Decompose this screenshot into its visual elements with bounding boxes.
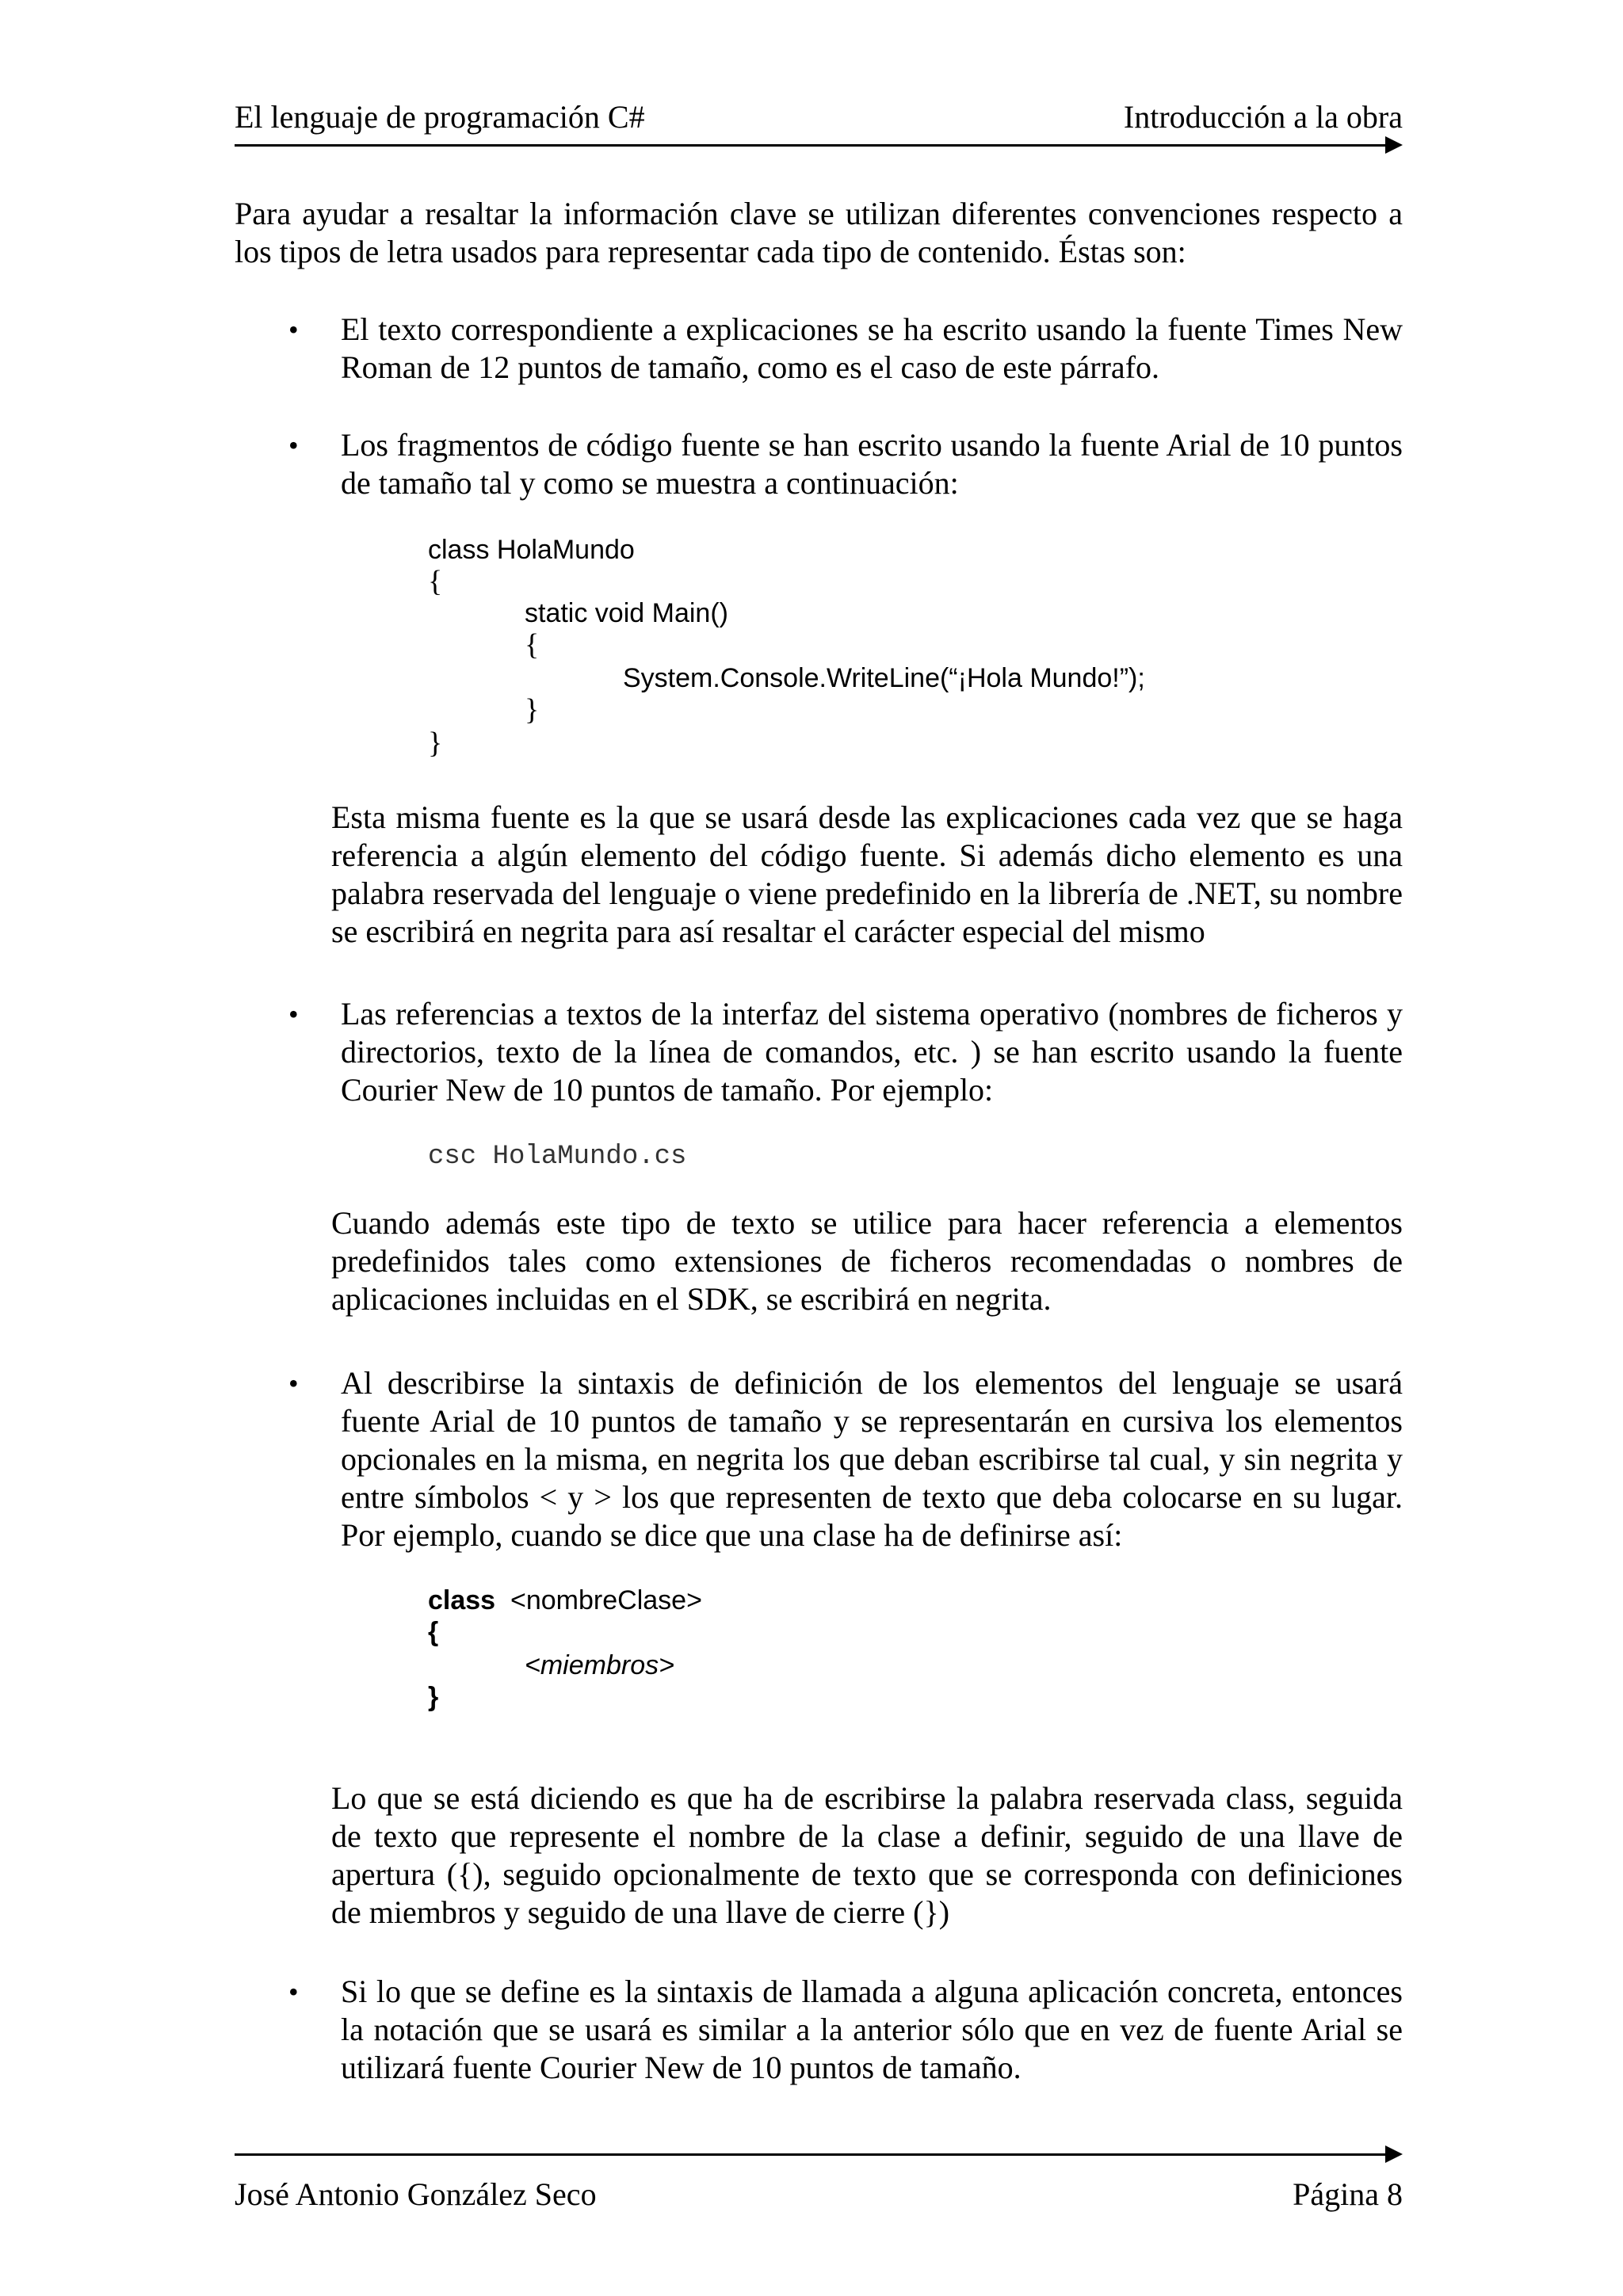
open-brace: {: [428, 1617, 439, 1647]
code-line: [428, 1616, 438, 1648]
footer-rule: [235, 2153, 1388, 2156]
keyword-class: class: [428, 1585, 496, 1615]
footer-author: José Antonio González Seco: [235, 2176, 597, 2212]
code-line: [428, 1681, 438, 1713]
code-line: {: [428, 565, 443, 598]
header-arrow-icon: [1385, 136, 1403, 154]
code-line: }: [525, 693, 540, 727]
header-section-title: Introducción a la obra: [1123, 99, 1403, 135]
intro-paragraph: Para ayudar a resaltar la información clave se utilizan diferentes convenciones respecto a los tipos de letra usados para representar cada tipo de contenido. Éstas son:: [235, 196, 1403, 269]
bullet-icon: •: [288, 429, 299, 461]
footer-arrow-icon: [1385, 2145, 1403, 2163]
bullet-icon: •: [288, 1367, 299, 1399]
font-explanation-paragraph: Esta misma fuente es la que se usará desde las explicaciones cada vez que se haga referencia a algún elemento del código fuente. Si además dicho elemento es una palabra reservada del lenguaje o viene predefinido en la librería de .NET, su nombre se escribirá en negrita para así resaltar el carácter especial del mismo: [331, 799, 1403, 949]
bullet-text-1: El texto correspondiente a explicaciones se ha escrito usando la fuente Times New Roman de 12 puntos de tamaño, como es el caso de este párrafo.: [341, 311, 1403, 385]
placeholder-nombre-clase: <nombreClase>: [510, 1585, 702, 1615]
code-line: [525, 1650, 674, 1681]
command-example: csc HolaMundo.cs: [428, 1142, 687, 1172]
placeholder-miembros: <miembros>: [525, 1650, 674, 1680]
bullet-text-3: Las referencias a textos de la interfaz del sistema operativo (nombres de ficheros y directorios, texto de la línea de comandos, etc. ) se han escrito usando la fuente Courier New de 10 puntos de tamaño. Por ejemplo:: [341, 996, 1403, 1108]
bullet-icon: •: [288, 314, 299, 345]
code-line: {: [525, 628, 540, 662]
code-line: }: [428, 727, 443, 760]
bullet-icon: •: [288, 1976, 299, 2008]
code-line: System.Console.WriteLine(“¡Hola Mundo!”);: [623, 663, 1145, 693]
code-line: class HolaMundo: [428, 535, 635, 565]
close-brace: }: [428, 1682, 439, 1712]
header-rule: [235, 144, 1388, 147]
bullet-text-2: Los fragmentos de código fuente se han escrito usando la fuente Arial de 10 puntos de tamaño tal y como se muestra a continuación:: [341, 427, 1403, 501]
syntax-explanation-paragraph: Lo que se está diciendo es que ha de escribirse la palabra reservada class, seguida de texto que represente el nombre de la clase a definir, seguido de una llave de apertura ({), seguido opcionalmente de texto que se corresponda con definiciones de miembros y seguido de una llave de cierre (}): [331, 1780, 1403, 1930]
bullet-text-4: Al describirse la sintaxis de definición de los elementos del lenguaje se usará fuente Arial de 10 puntos de tamaño y se representarán en cursiva los elementos opcionales en la misma, en negrita los que deban escribirse tal cual, y sin negrita y entre símbolos < y > los que representen de texto que deba colocarse en su lugar. Por ejemplo, cuando se dice que una clase ha de definirse así:: [341, 1365, 1403, 1553]
page-number: Página 8: [1293, 2176, 1403, 2212]
bold-extensions-paragraph: Cuando además este tipo de texto se utilice para hacer referencia a elementos predefinidos tales como extensiones de ficheros recomendadas o nombres de aplicaciones incluidas en el SDK, se escribirá en negrita.: [331, 1205, 1403, 1317]
bullet-icon: •: [288, 998, 299, 1030]
bullet-text-5: Si lo que se define es la sintaxis de llamada a alguna aplicación concreta, entonces la notación que se usará es similar a la anterior sólo que en vez de fuente Arial se utilizará fuente Courier New de 10 puntos de tamaño.: [341, 1974, 1403, 2085]
header-book-title: El lenguaje de programación C#: [235, 99, 645, 135]
code-line: static void Main(): [525, 598, 728, 628]
code-line: [428, 1585, 702, 1616]
